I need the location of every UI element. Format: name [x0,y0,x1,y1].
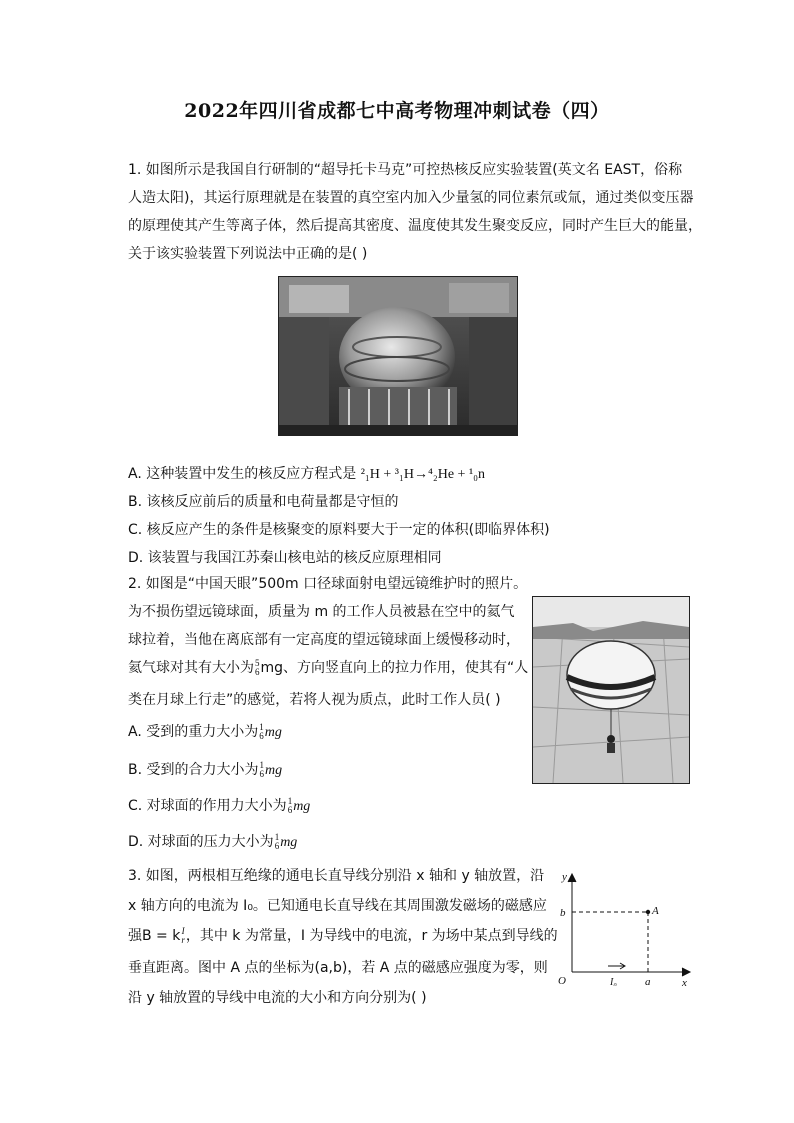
q3-line-5: 沿 y 轴放置的导线中电流的大小和方向分别为( ) [128,990,427,1006]
q1-line-1: 1. 如图所示是我国自行研制的“超导托卡马克”可控热核反应实验装置(英文名 EAST，俗称 [128,162,683,178]
q2-option-a-suffix: mg [264,725,282,740]
q1-line-3: 的原理使其产生等离子体，然后提高其密度、温度使其发生聚变反应，同时产生巨大的能量， [128,218,702,234]
q3-fraction-den: r [181,935,185,945]
q2-option-a-fraction [259,723,264,741]
q2-option-b-fraction [260,761,265,779]
q2-option-d-prefix: D. 对球面的压力大小为 [128,834,274,850]
q1-option-a-equation: ²₁H + ³₁H→⁴₂He + ¹₀n [360,467,486,482]
q3-line-3 [128,926,558,946]
x-axis-arrow [682,968,690,976]
point-a-marker [646,910,650,914]
q2-option-a-num: 1 [259,722,264,732]
q2-option-a [128,722,282,743]
fast-balloon-photo [532,596,690,784]
q2-option-b-num: 1 [259,760,265,770]
q1-line-4: 关于该实验装置下列说法中正确的是( ) [128,246,368,262]
q2-option-d-fraction [275,833,280,851]
q2-line-1: 2. 如图是“中国天眼”500m 口径球面射电望远镜维护时的照片。 [128,576,528,592]
q2-option-c-den: 6 [287,805,293,815]
q1-line-2: 人造太阳)，其运行原理就是在装置的真空室内加入少量氢的同位素氘或氚，通过类似变压器 [128,190,694,206]
fig-current-label: I₀ [610,977,617,986]
q3-line-3-prefix: 强B = k [128,928,181,944]
q2-line-2: 为不损伤望远镜球面，质量为 m 的工作人员被悬在空中的氦气 [128,604,515,620]
q2-option-d-den: 6 [274,841,280,851]
q3-fraction-num: I [181,926,185,936]
current-arrow [608,963,625,969]
q1-option-a-text: A. 这种装置中发生的核反应方程式是 [128,466,361,482]
fig-b-label: b [560,907,566,919]
q2-option-a-prefix: A. 受到的重力大小为 [128,724,259,740]
q2-line-4-suffix: mg、方向竖直向上的拉力作用，使其有“人 [260,660,529,676]
q2-option-c [128,796,310,817]
q2-option-c-suffix: mg [293,799,311,814]
q3-line-1: 3. 如图，两根相互绝缘的通电长直导线分别沿 x 轴和 y 轴放置，沿 [128,868,545,884]
q2-option-c-num: 1 [287,796,293,806]
q2-line-4-prefix: 氦气球对其有大小为 [128,660,254,676]
q2-option-b [128,760,282,781]
q1-option-a [128,464,485,485]
q2-fraction [255,659,260,677]
q2-option-d-num: 1 [274,832,280,842]
q3-coordinate-figure [548,868,698,986]
fig-a-label: a [645,976,651,986]
q3-fraction [181,927,185,945]
q2-line-3: 球拉着，当他在离底部有一定高度的望远镜球面上缓慢移动时， [128,632,520,648]
q2-option-b-prefix: B. 受到的合力大小为 [128,762,259,778]
q2-fraction-num: 5 [255,658,260,668]
fig-point-a-label: A [652,905,659,917]
q2-option-d-suffix: mg [280,835,298,850]
q2-option-d [128,832,297,853]
q3-line-4: 垂直距离。图中 A 点的坐标为(a,b)，若 A 点的磁感应强度为零，则 [128,960,548,976]
y-axis-arrow [568,874,576,882]
q2-line-4 [128,658,528,678]
q2-option-b-suffix: mg [265,763,283,778]
q1-option-d: D. 该装置与我国江苏秦山核电站的核反应原理相同 [128,550,442,566]
q2-line-5: 类在月球上行走”的感觉，若将人视为质点，此时工作人员( ) [128,692,501,708]
q2-option-b-den: 6 [259,769,265,779]
fig-x-label: x [682,977,687,986]
q2-option-c-fraction [288,797,293,815]
q3-line-3-suffix: ，其中 k 为常量，I 为导线中的电流，r 为场中某点到导线的 [185,928,558,944]
q2-fraction-den: 6 [255,667,260,677]
tokamak-photo [278,276,518,436]
q1-option-c: C. 核反应产生的条件是核聚变的原料要大于一定的体积(即临界体积) [128,522,550,538]
q1-option-b: B. 该核反应前后的质量和电荷量都是守恒的 [128,494,399,510]
fig-y-label: y [562,871,567,883]
q2-option-a-den: 6 [259,731,264,741]
page-title: 2022年四川省成都七中高考物理冲刺试卷（四） [184,100,610,122]
q3-line-2: x 轴方向的电流为 I₀。已知通电长直导线在其周围激发磁场的磁感应 [128,898,547,914]
fig-origin-label: O [558,975,566,986]
q2-option-c-prefix: C. 对球面的作用力大小为 [128,798,287,814]
